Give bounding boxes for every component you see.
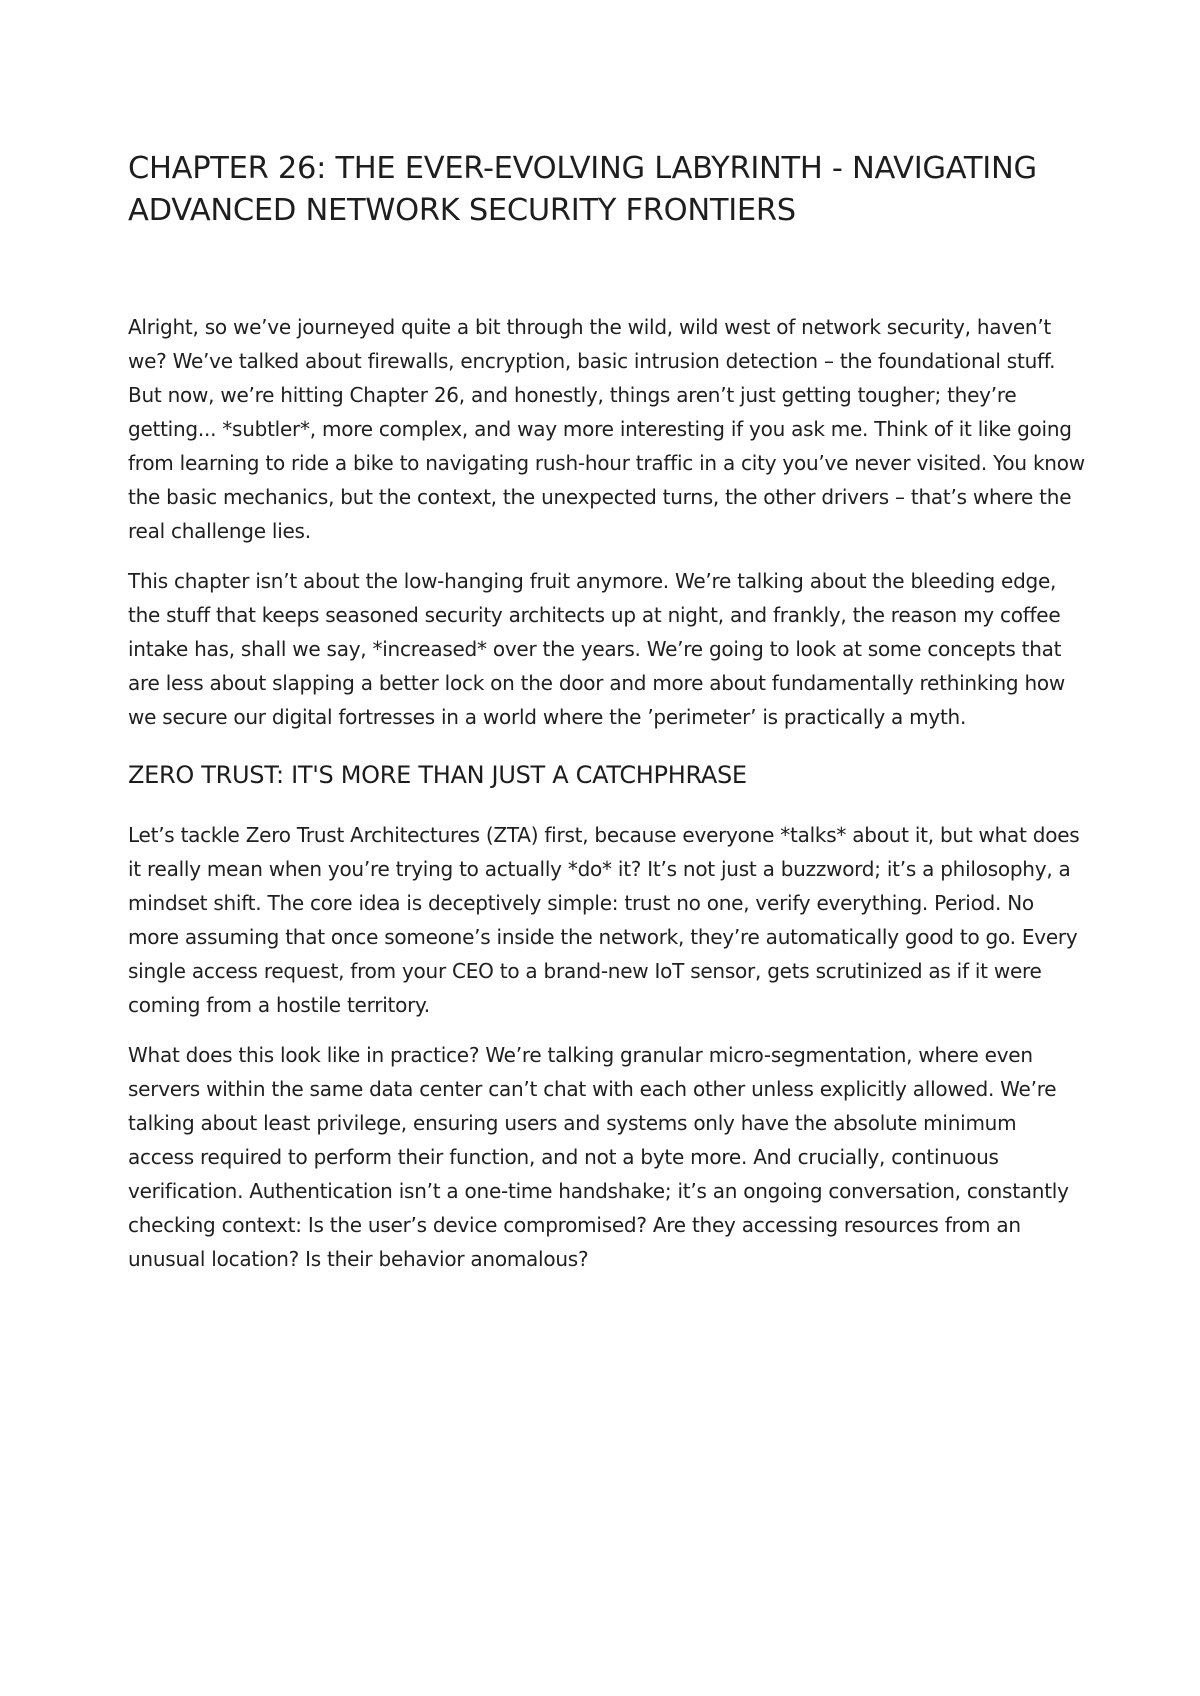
section-heading-zero-trust: ZERO TRUST: IT'S MORE THAN JUST A CATCHPHRASE: [128, 761, 747, 789]
intro-paragraph-1: Alright, so we’ve journeyed quite a bit through the wild, wild west of network security, haven’t we? We’ve talked about firewalls, encryption, basic intrusion detection – the foundational stuff. But now, we’re hitting Chapter 26, and honestly, things aren’t just getting tougher; they’re getting... *subtler*, more complex, and way more interesting if you ask me. Think of it like going from learning to ride a bike to navigating rush-hour traffic in a city you’ve never visited. You know the basic mechanics, but the context, the unexpected turns, the other drivers – that’s where the real challenge lies.: [128, 315, 1085, 543]
section-paragraph-1: Let’s tackle Zero Trust Architectures (ZTA) first, because everyone *talks* about it, but what does it really mean when you’re trying to actually *do* it? It’s not just a buzzword; it’s a philosophy, a mindset shift. The core idea is deceptively simple: trust no one, verify everything. Period. No more assuming that once someone’s inside the network, they’re automatically good to go. Every single access request, from your CEO to a brand-new IoT sensor, gets scrutinized as if it were coming from a hostile territory.: [128, 823, 1080, 1017]
section-paragraph-2: What does this look like in practice? We’re talking granular micro-segmentation, where even servers within the same data center can’t chat with each other unless explicitly allowed. We’re talking about least privilege, ensuring users and systems only have the absolute minimum access required to perform their function, and not a byte more. And crucially, continuous verification. Authentication isn’t a one-time handshake; it’s an ongoing conversation, constantly checking context: Is the user’s device compromised? Are they accessing resources from an unusual location? Is their behavior anomalous?: [128, 1043, 1069, 1271]
intro-paragraph-2: This chapter isn’t about the low-hanging fruit anymore. We’re talking about the bleeding edge, the stuff that keeps seasoned security architects up at night, and frankly, the reason my coffee intake has, shall we say, *increased* over the years. We’re going to look at some concepts that are less about slapping a better lock on the door and more about fundamentally rethinking how we secure our digital fortresses in a world where the ’perimeter’ is practically a myth.: [128, 569, 1065, 729]
chapter-title: CHAPTER 26: THE EVER-EVOLVING LABYRINTH - NAVIGATING ADVANCED NETWORK SECURITY FRONTIERS: [128, 151, 1037, 228]
document-page: [128, 148, 1088, 1292]
